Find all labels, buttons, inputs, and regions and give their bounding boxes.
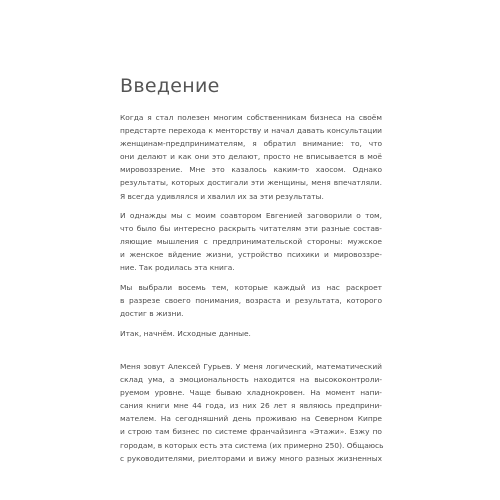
text-line: что было бы интересно раскрыть читателям эти разные состав-	[120, 224, 382, 234]
paragraph-1	[120, 111, 382, 203]
text-line: Когда я стал полезен многим собственникам бизнеса на своём	[120, 113, 382, 122]
text-line: с руководителями, риелторами и вижу много разных жизненных	[120, 453, 382, 463]
chapter-title: Введение	[120, 75, 220, 97]
text-line: ние. Так родилась эта книга.	[120, 263, 235, 273]
text-line: и строю там бизнес по системе франчайзинга «Этажи». Езжу по	[120, 427, 382, 437]
text-line: женщинам-предпринимателям, я обратил внимание: то, что	[120, 139, 382, 149]
text-line: руемом уровне. Чаще бываю хладнокровен. На момент напи-	[120, 388, 382, 398]
text-line: И однажды мы с моим соавтором Евгенией заговорили о том,	[120, 211, 382, 220]
text-line: сания книги мне 44 года, из них 26 лет я являюсь предприни-	[120, 401, 382, 411]
text-line: результаты, которых достигали эти женщины, меня впечатляли.	[120, 178, 382, 188]
text-line: склад ума, а эмоциональность находится на высококонтроли-	[120, 375, 382, 385]
paragraph-4	[120, 327, 382, 340]
text-line: Итак, начнём. Исходные данные.	[120, 329, 251, 338]
text-line: городам, в которых есть эта система (их примерно 250). Общаюсь	[120, 440, 384, 450]
text-line: ляющие мышления с предпринимательской стороны: мужское	[120, 237, 382, 247]
text-line: Меня зовут Алексей Гурьев. У меня логический, математический	[120, 362, 382, 371]
text-line: мировоззрение. Мне это казалось каким-то хаосом. Однако	[120, 165, 382, 175]
text-line: Мы выбрали восемь тем, которые каждый из нас раскроет	[120, 283, 382, 292]
text-line: и женское вйдение жизни, устройство психики и мировоззре-	[120, 250, 382, 260]
text-line: в разрезе своего понимания, возраста и результата, которого	[120, 296, 382, 306]
paragraph-3	[120, 281, 382, 320]
text-line: Я всегда удивлялся и хвалил их за эти результаты.	[120, 191, 324, 201]
text-line: они делают и как они это делают, просто не вписывается в моё	[120, 152, 382, 162]
paragraph-2	[120, 209, 382, 274]
text-line: достиг в жизни.	[120, 309, 184, 319]
text-line: мателем. На сегодняшний день проживаю на Северном Кипре	[120, 414, 382, 424]
paragraph-5	[120, 360, 382, 465]
text-line: предстарте перехода к менторству и начал давать консультации	[120, 126, 382, 136]
